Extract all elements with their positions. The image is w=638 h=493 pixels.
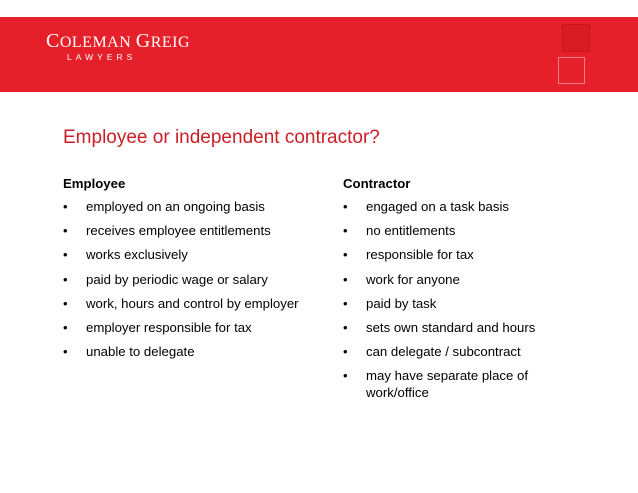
list-item: • engaged on a task basis bbox=[343, 198, 583, 215]
slide-title: Employee or independent contractor? bbox=[63, 127, 380, 148]
contractor-column bbox=[343, 175, 583, 409]
company-logo: COLEMAN GREIG bbox=[46, 30, 191, 52]
list-item: • unable to delegate bbox=[63, 343, 303, 360]
list-item: • no entitlements bbox=[343, 222, 583, 239]
list-item: • can delegate / subcontract bbox=[343, 343, 583, 360]
list-item: • paid by task bbox=[343, 295, 583, 312]
list-item: • may have separate place of work/office bbox=[343, 367, 583, 401]
contractor-list bbox=[343, 198, 583, 401]
employee-column bbox=[63, 175, 303, 367]
list-item: • work for anyone bbox=[343, 271, 583, 288]
list-item: • work, hours and control by employer bbox=[63, 295, 303, 312]
list-item: • employed on an ongoing basis bbox=[63, 198, 303, 215]
employee-list bbox=[63, 198, 303, 360]
list-item: • receives employee entitlements bbox=[63, 222, 303, 239]
employee-heading: Employee bbox=[63, 176, 126, 191]
list-item: • employer responsible for tax bbox=[63, 319, 303, 336]
decorative-square-filled bbox=[562, 24, 590, 52]
list-item: • sets own standard and hours bbox=[343, 319, 583, 336]
list-item: • paid by periodic wage or salary bbox=[63, 271, 303, 288]
list-item: • works exclusively bbox=[63, 246, 303, 263]
list-item: • responsible for tax bbox=[343, 246, 583, 263]
company-logo-subtitle: LAWYERS bbox=[67, 52, 137, 62]
contractor-heading: Contractor bbox=[343, 176, 411, 191]
decorative-square-outline bbox=[558, 57, 585, 84]
